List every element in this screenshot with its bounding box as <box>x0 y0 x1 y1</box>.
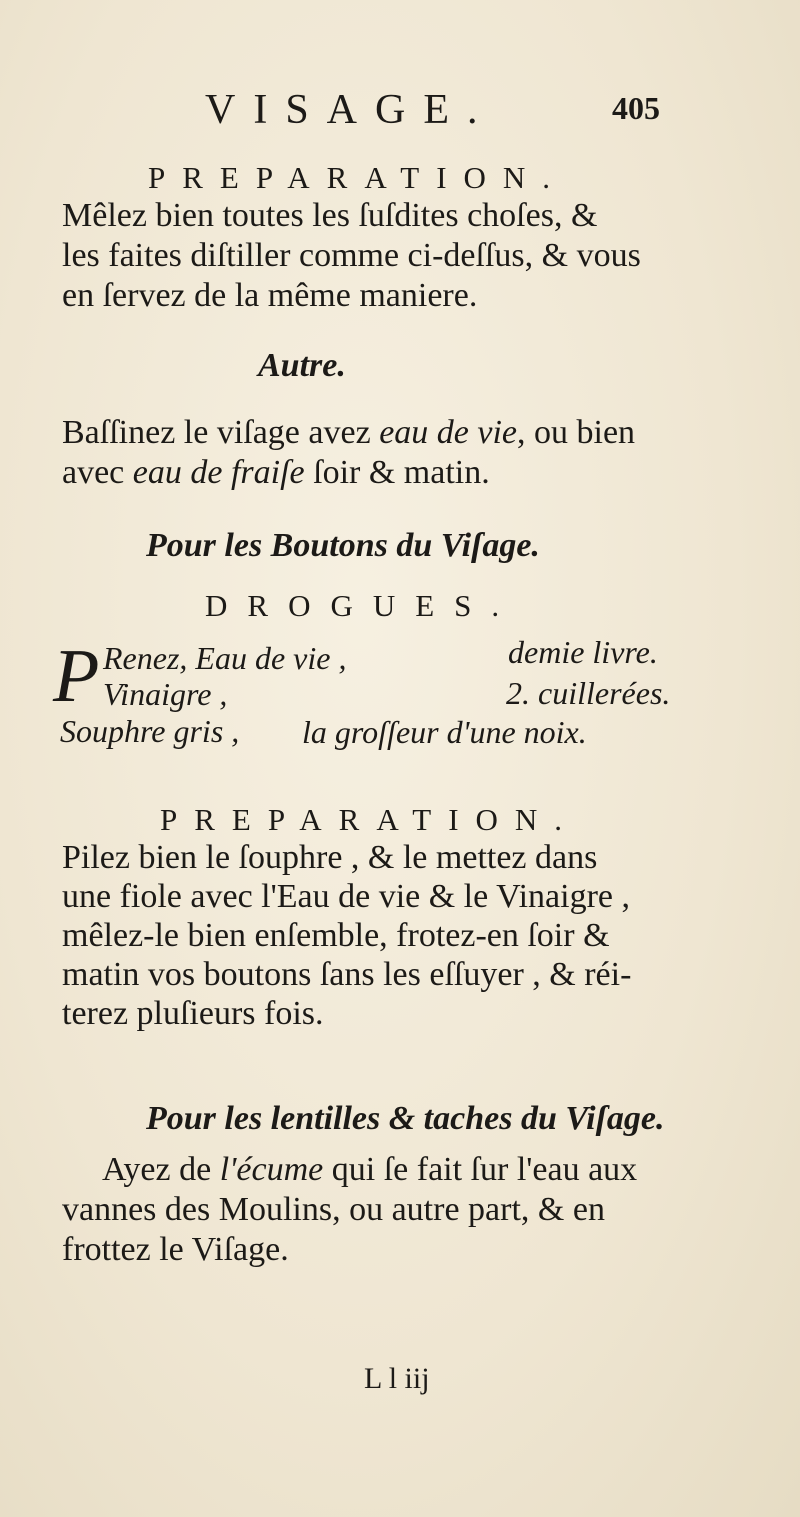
signature-mark: L l iij <box>364 1362 430 1395</box>
italic-term: eau de vie <box>379 414 517 451</box>
drug-name: Souphre gris , <box>60 713 240 749</box>
drug-quantity: 2. cuillerées. <box>506 675 671 711</box>
text-line: terez pluſieurs fois. <box>62 995 324 1032</box>
text-line <box>62 413 662 453</box>
section-heading-drogues: DROGUES. <box>205 588 520 623</box>
drug-name: Renez, Eau de vie , <box>103 640 347 676</box>
italic-term: l'écume <box>219 1151 324 1188</box>
text-line: en ſervez de la même maniere. <box>62 277 478 314</box>
text-run: , ou bien <box>517 414 636 451</box>
drug-name: Vinaigre , <box>103 676 228 712</box>
italic-term: eau de fraiſe <box>132 454 305 491</box>
lentilles-paragraph <box>62 1150 662 1270</box>
subheading-lentilles: Pour les lentilles & taches du Viſage. <box>146 1100 665 1137</box>
running-title: VISAGE. <box>205 87 496 133</box>
subheading-boutons: Pour les Boutons du Viſage. <box>146 527 540 564</box>
preparation-paragraph <box>62 196 662 316</box>
page-number: 405 <box>612 90 660 126</box>
text-line: une fiole avec l'Eau de vie & le Vinaigre , <box>62 878 631 915</box>
section-heading-preparation-2: PREPARATION. <box>160 802 580 837</box>
autre-paragraph <box>62 413 662 493</box>
text-line: frottez le Viſage. <box>62 1231 289 1268</box>
text-line: mêlez-le bien enſemble, frotez-en ſoir & <box>62 917 610 954</box>
text-line <box>62 453 662 493</box>
text-run: avec <box>62 454 133 491</box>
drug-quantity: demie livre. <box>508 634 658 670</box>
drug-quantity: la groſſeur d'une noix. <box>302 714 587 750</box>
text-run: Baſſinez le viſage avez <box>62 414 380 451</box>
section-heading-preparation: PREPARATION. <box>148 160 568 195</box>
text-line: vannes des Moulins, ou autre part, & en <box>62 1191 605 1228</box>
text-line <box>62 1150 662 1190</box>
text-line: les faites diſtiller comme ci-deſſus, & vous <box>62 237 641 274</box>
subheading-autre: Autre. <box>258 347 346 384</box>
drop-cap: P <box>53 634 100 718</box>
text-line: matin vos boutons ſans les eſſuyer , & réi- <box>62 956 632 993</box>
text-line: Mêlez bien toutes les ſuſdites choſes, & <box>62 197 598 234</box>
text-run: qui ſe fait ſur l'eau aux <box>323 1151 638 1188</box>
preparation-2-paragraph <box>62 838 662 1033</box>
text-run: Ayez de <box>102 1151 220 1188</box>
text-run: ſoir & matin. <box>304 454 490 491</box>
text-line: Pilez bien le ſouphre , & le mettez dans <box>62 839 598 876</box>
